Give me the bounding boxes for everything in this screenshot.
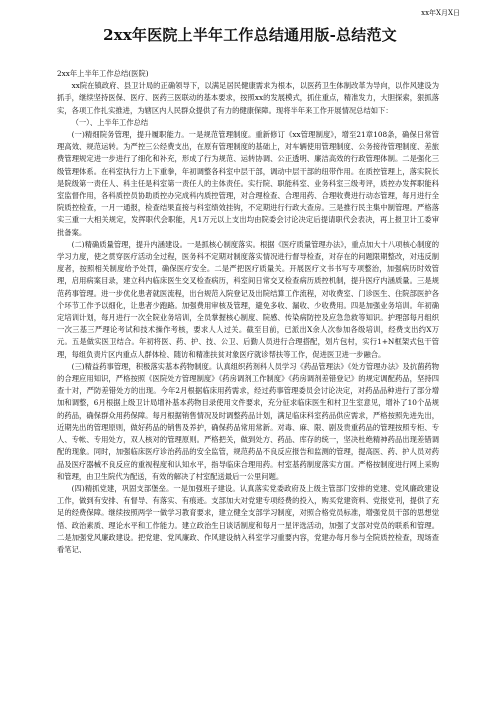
section-heading: （一）、上半年工作总结 — [71, 117, 149, 127]
document-title: 2xx年医院上半年工作总结通用版-总结范文 — [103, 26, 397, 44]
paragraph-4: (四)精抓党建，巩固支部堡垒。一是加强班子建设。认真落实党委政府及上级主管部门安排的党建、党风廉政建设工作，做到有安排、有督导、有落实、有痕迹。支部加大对党建专项经费的投入，购买党建资料、党报党刊，提供了充足的经费保障。继续按照两学一做学习教育要求，建立健全支部学习制度，对照合格党员标准，增强党员干部的思想觉悟、政治素质、理论水平和工作能力。建立政治生日谈话制度和每月一星评选活动，加强了支部对党员的联系和管理。二是加强党风廉政建设。把党建、党风廉政、作风建设纳入科室学习重要内容，党建办每月参与全院质控检查，现场查看笔记、 — [57, 483, 439, 554]
document-date: xx年X月X日 — [421, 9, 460, 17]
intro-paragraph: xx院在镇政府、县卫计局的正确领导下，以满足居民健康需求为根本，以医药卫生体制改革为导向，以作风建设为抓手，继续坚持医保、医疗、医药三医联动的基本要求，按照xx的发展模式，抓住重点，精准发力，大胆探索，狠抓落实，各项工作扎实推进，为辖区内人民群众提供了有力的健康保障。现将半年来工作开展情况总结如下： — [57, 81, 439, 115]
document-subtitle: 2xx年上半年工作总结(医院) — [57, 69, 149, 78]
document-body — [57, 68, 439, 556]
paragraph-3: (三)精益药事管理，积极落实基本药物制度。认真组织药剂科人员学习《药品管理法》《处方管理办法》及抗菌药物的合理应用知识，严格按照《医院处方管理制度》《药房调剂工作制度》《药房调剂差错登记》的规定调配药品，坚持四查十对，严防差错处方的出现。今年2月根据临床用药需求，经过药事管理委员会讨论决定，对药品品种进行了部分增加和调整，6月根据上级卫计局增补基本药物目录使用文件要求，充分征求临床医生和村卫生室意见，增补了10个品规的药品，确保群众用药保障。每月根据销售情况及时调整药品计划，满足临床科室药品供应需求，严格按照先进先出，近期先出的管理原则，做好药品的销售及养护，确保药品常用常新。对毒、麻、限、剧及贵重药品的管理按照专柜、专人、专帐、专用处方，双人核对的管理原则。严格把关，做到处方、药品、库存的统一，坚决杜绝精神药品出现差错调配的现象。同时，加强临床医疗诊治药品的安全监管，规范药品不良反应报告和监测的管理，提高医、药、护人员对药品及医疗器械不良反应的重视程度和认知水平，指导临床合理用药。村室基药制度落实方面。严格按制度进行网上采购和管理，由卫生院代为配送，有效的解决了村室配送最后一公里问题。 — [57, 361, 439, 481]
paragraph-1: (一)精细院务管理，提升履职能力。一是规范管理制度。重新修订《xx管理制度》，增至21章108条，确保日常管理高效、规范运转。为严控三公经费支出，在原有管理制度的基础上，对车辆使用管理制度、公务接待管理制度、差旅费管理规定进一步进行了细化和补充，形成了行为规范、运转协调、公正透明、廉洁高效的行政管理体制。二是强化三级管理体系。在科室执行力上下重拳，年初调整各科室中层干部，调动中层干部的纽带作用。在质控管理上，落实院长是院级第一责任人、科主任是科室第一责任人的主体责任。实行院、职能科室、业务科室三级考评，质控办发挥职能科室监督作用，各科质控员协助质控办完成科内质控管理，对合理检查、合理用药、合理收费进行动态管理，每月进行全院质控检查，一月一通报，检查结果直接与科室绩效挂钩，不定期进行行政大查房。三是推行民主集中制管理。严格落实三重一大相关规定，发挥职代会职能，凡1万元以上支出均由院委会讨论决定后提请职代会表决，再上报卫计工委审批备案。 — [57, 130, 439, 237]
paragraph-2: (二)精确质量管理，提升内涵建设。一是抓核心制度落实。根据《医疗质量管理办法》，重点加大十八项核心制度的学习力度，使之贯穿医疗活动全过程，医务科不定期对制度落实情况进行督导检查，对存在的问题限期整改，对违反制度者，按照相关制度给予处罚，确保医疗安全。二是严把医疗质量关。开展医疗文书书写专项整治，加强病历时效管理，启用病案目录，建立科内临床医生交叉检查病历，科室间日常交叉检查病历质控机制，提升医疗内涵质量。三是规范药事管理。进一步优化患者就医流程，出台规范入院登记及出院结算工作流程，对收费室、门诊医生、住院部医护各个环节工作予以细化，让患者少跑路。加强费用审核及管理，避免多收、漏收、少收费用。四是加强业务培训。年初确定培训计划，每月进行一次全院业务培训，全员掌握核心制度、院感、传染病防控及应急急救等知识。护理部每月组织一次三基三严理论考试和技术操作考核，要求人人过关。截至目前，已派出X余人次参加各级培训，经费支出约X万元。五是做实医卫结合。年初将医、药、护、技、公卫、后勤人员进行合理搭配，划片包村，实行1+N框架式包干管理，每组负责片区内重点人群体检、随访和精准扶贫对象医疗就诊帮扶等工作，促进医卫进一步融合。 — [57, 239, 439, 359]
